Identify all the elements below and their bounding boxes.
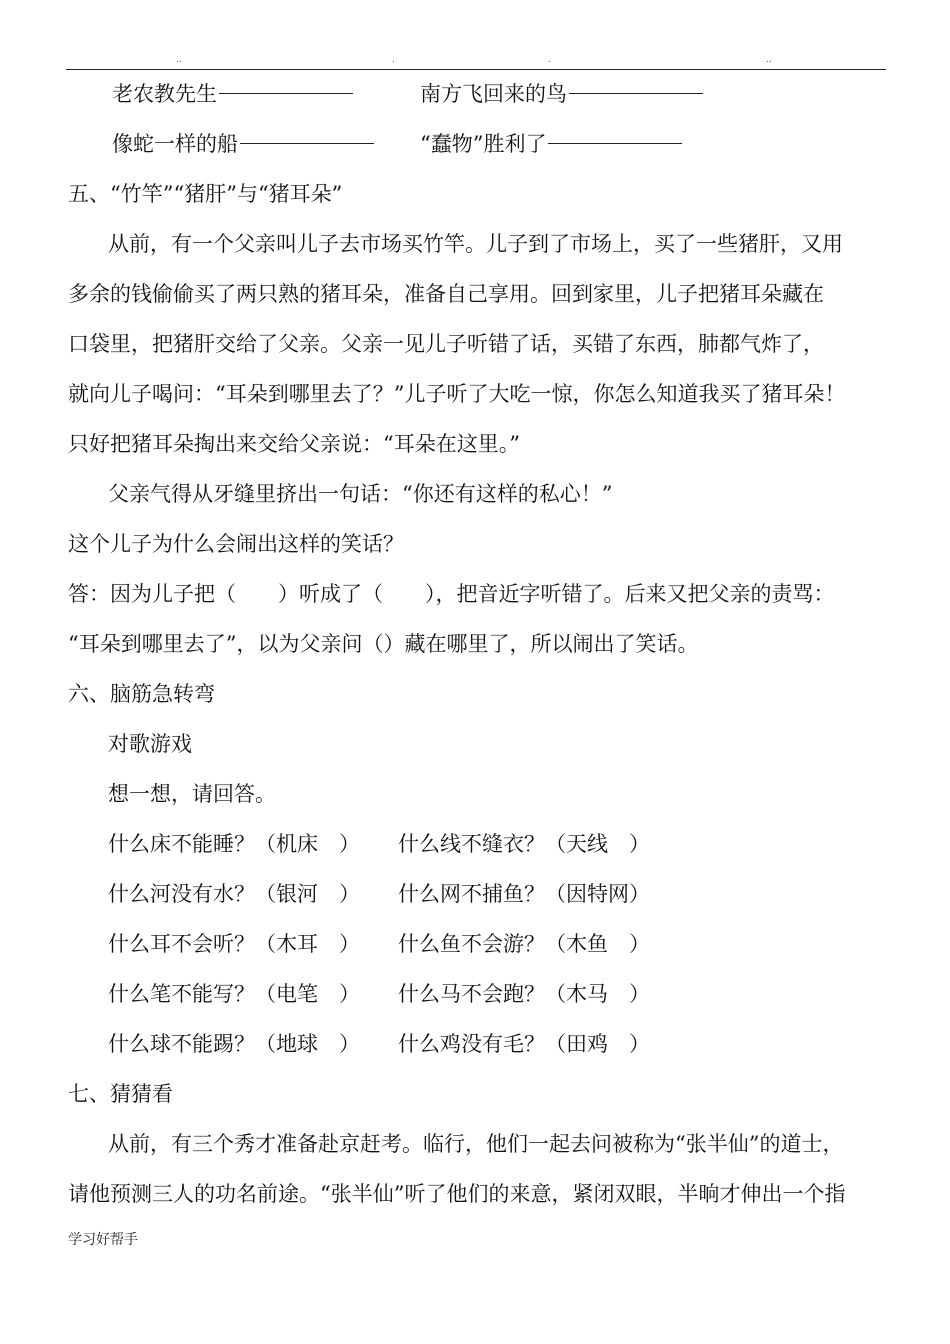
fill-item — [420, 80, 703, 108]
riddle-right: 什么鸡没有毛？（田鸡 ） — [398, 1032, 650, 1056]
answer-blank[interactable] — [240, 143, 374, 144]
fill-item-text: 南方飞回来的鸟 — [420, 82, 567, 106]
fill-item-text: 像蛇一样的船 — [112, 132, 238, 156]
riddle-left: 什么球不能踢？（地球 ） — [108, 1032, 360, 1056]
story-line: 请他预测三人的功名前途。“张半仙”听了他们的来意，紧闭双眼，半晌才伸出一个指 — [68, 1182, 846, 1206]
fill-item — [112, 130, 374, 158]
riddle-left: 什么河没有水？（银河 ） — [108, 882, 360, 906]
fill-item-text: 老农教先生 — [112, 82, 217, 106]
answer-blank[interactable] — [219, 93, 353, 94]
header-mark: .. — [766, 55, 772, 65]
riddle-right: 什么线不缝衣？（天线 ） — [398, 832, 650, 856]
question-text: 这个儿子为什么会闹出这样的笑话？ — [68, 532, 404, 556]
riddle-right: 什么马不会跑？（木马 ） — [398, 982, 650, 1006]
header-mark: .. — [176, 55, 182, 65]
riddle-right: 什么网不捕鱼？（因特网） — [398, 882, 650, 906]
story-line: 多余的钱偷偷买了两只熟的猪耳朵，准备自己享用。回到家里，儿子把猪耳朵藏在 — [68, 282, 824, 306]
riddle-left: 什么笔不能写？（电笔 ） — [108, 982, 360, 1006]
riddle-left: 什么床不能睡？（机床 ） — [108, 832, 360, 856]
section-heading: 五、“竹竿”“猪肝”与“猪耳朵” — [68, 182, 343, 206]
story-line: 就向儿子喝问：“耳朵到哪里去了？”儿子听了大吃一惊，你怎么知道我买了猪耳朵！ — [68, 382, 846, 406]
answer-line: “耳朵到哪里去了”，以为父亲问（）藏在哪里了，所以闹出了笑话。 — [68, 632, 699, 656]
story-quote: 父亲气得从牙缝里挤出一句话：“你还有这样的私心！” — [108, 482, 613, 506]
header-mark: . — [392, 55, 395, 65]
riddle-right: 什么鱼不会游？（木鱼 ） — [398, 932, 650, 956]
fill-item — [420, 130, 682, 158]
page-footer: 学习好帮手 — [68, 1232, 138, 1248]
prompt-text: 想一想，请回答。 — [108, 782, 276, 806]
answer-blank[interactable] — [569, 93, 703, 94]
story-line: 从前，有三个秀才准备赴京赶考。临行，他们一起去问被称为“张半仙”的道士， — [108, 1132, 844, 1156]
story-line: 从前，有一个父亲叫儿子去市场买竹竿。儿子到了市场上，买了一些猪肝，又用 — [108, 232, 843, 256]
story-line: 口袋里，把猪肝交给了父亲。父亲一见儿子听错了话，买错了东西，肺都气炸了， — [68, 332, 824, 356]
subheading: 对歌游戏 — [108, 732, 192, 756]
answer-blank[interactable] — [548, 143, 682, 144]
header-marks — [0, 56, 950, 66]
header-rule — [66, 69, 886, 70]
answer-line: 答：因为儿子把（ ）听成了（ ），把音近字听错了。后来又把父亲的责骂： — [68, 582, 835, 606]
fill-item — [112, 80, 353, 108]
story-line: 只好把猪耳朵掏出来交给父亲说：“耳朵在这里。” — [68, 432, 520, 456]
section-heading: 六、脑筋急转弯 — [68, 682, 215, 706]
fill-item-text: “蠢物”胜利了 — [420, 132, 547, 156]
riddle-left: 什么耳不会听？（木耳 ） — [108, 932, 360, 956]
section-heading: 七、猜猜看 — [68, 1082, 173, 1106]
header-mark: . — [548, 55, 551, 65]
